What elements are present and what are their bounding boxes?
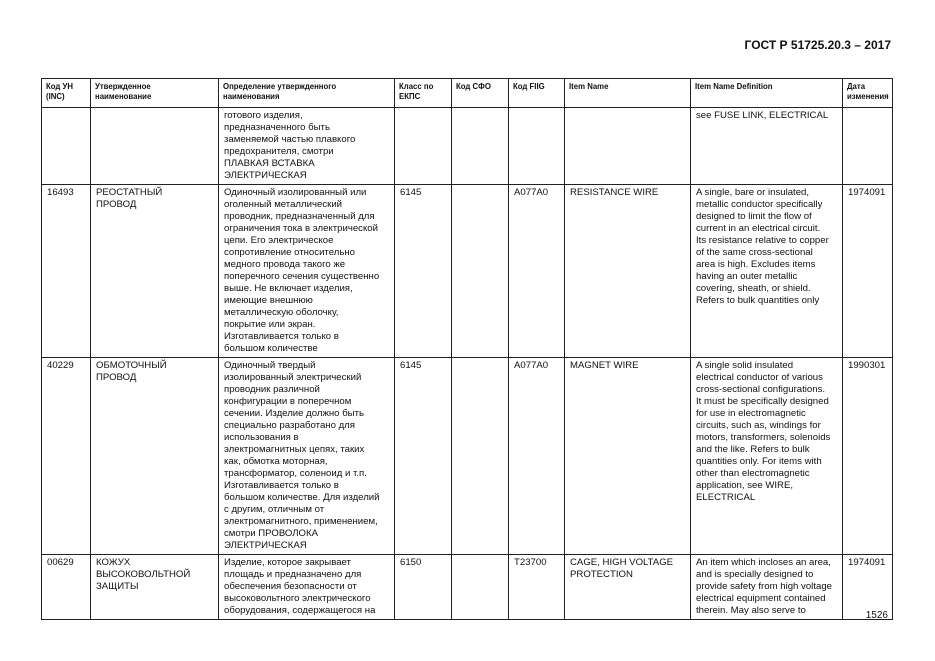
sfo-code-cell — [452, 108, 509, 185]
table-row — [42, 555, 893, 620]
change-date-cell: 1990301 — [843, 358, 893, 555]
name-definition-cell: готового изделия, предназначенного быть заменяемой частью плавкого предохранителя, смотри ПЛАВКАЯ ВСТАВКА ЭЛЕКТРИЧЕСКАЯ — [219, 108, 395, 185]
inc-code-cell — [42, 108, 91, 185]
header-approved-name: Утвержденное наименование — [91, 79, 219, 108]
change-date-cell: 1974091 — [843, 185, 893, 358]
ekps-class-cell: 6145 — [395, 185, 452, 358]
ekps-class-cell: 6150 — [395, 555, 452, 620]
header-change-date: Дата изменения — [843, 79, 893, 108]
name-definition-cell: Одиночный твердый изолированный электрический проводник различной конфигурации в поперечном сечении. Изделие должно быть специально разработано для использования в электромагнитных цепях, таких как, обмотка моторная, трансформатор, соленоид и т.п. Изготавливается только в большом количестве. Для изделий с другим, отличным от электромагнитного, применением, смотри ПРОВОЛОКА ЭЛЕКТРИЧЕСКАЯ — [219, 358, 395, 555]
table-row — [42, 358, 893, 555]
inc-code-cell: 16493 — [42, 185, 91, 358]
header-item-name: Item Name — [565, 79, 691, 108]
item-name-cell: RESISTANCE WIRE — [565, 185, 691, 358]
sfo-code-cell — [452, 555, 509, 620]
approved-name-cell — [91, 108, 219, 185]
table-row — [42, 108, 893, 185]
header-name-definition: Определение утвержденного наименования — [219, 79, 395, 108]
approved-name-cell: РЕОСТАТНЫЙ ПРОВОД — [91, 185, 219, 358]
item-name-definition-cell: An item which incloses an area, and is specially designed to provide safety from high voltage electrical equipment contained therein. May also serve to — [691, 555, 843, 620]
item-name-definition-cell: A single solid insulated electrical conductor of various cross-sectional configurations. It must be specifically designed for use in electromagnetic circuits, such as, windings for motors, transformers, solenoids and the like. Refers to bulk quantities only. For items with other than electromagnetic application, see WIRE, ELECTRICAL — [691, 358, 843, 555]
header-fiig-code: Код FIIG — [509, 79, 565, 108]
classification-table — [41, 78, 893, 620]
standard-designation: ГОСТ Р 51725.20.3 – 2017 — [744, 38, 891, 52]
item-name-cell: MAGNET WIRE — [565, 358, 691, 555]
item-name-definition-cell: see FUSE LINK, ELECTRICAL — [691, 108, 843, 185]
header-inc-code: Код УН (INC) — [42, 79, 91, 108]
fiig-code-cell: A077A0 — [509, 185, 565, 358]
approved-name-cell: ОБМОТОЧНЫЙ ПРОВОД — [91, 358, 219, 555]
header-sfo-code: Код СФО — [452, 79, 509, 108]
page-number: 1526 — [865, 610, 888, 621]
item-name-definition-cell: A single, bare or insulated, metallic conductor specifically designed to limit the flow of current in an electrical circuit. Its resistance relative to copper of the same cross-sectional area is high. Excludes items having an outer metallic covering, sheath, or shield. Refers to bulk quantities only — [691, 185, 843, 358]
ekps-class-cell — [395, 108, 452, 185]
ekps-class-cell: 6145 — [395, 358, 452, 555]
change-date-cell: 1974091 — [843, 555, 893, 620]
table-row — [42, 185, 893, 358]
fiig-code-cell: T23700 — [509, 555, 565, 620]
name-definition-cell: Одиночный изолированный или оголенный металлический проводник, предназначенный для ограничения тока в электрической цепи. Его электрическое сопротивление относительно медного провода такого же поперечного сечения существенно выше. Не включает изделия, имеющие внешнюю металлическую оболочку, покрытие или экран. Изготавливается только в большом количестве — [219, 185, 395, 358]
fiig-code-cell: A077A0 — [509, 358, 565, 555]
item-name-cell: CAGE, HIGH VOLTAGE PROTECTION — [565, 555, 691, 620]
inc-code-cell: 00629 — [42, 555, 91, 620]
sfo-code-cell — [452, 185, 509, 358]
item-name-cell — [565, 108, 691, 185]
approved-name-cell: КОЖУХ ВЫСОКОВОЛЬТНОЙ ЗАЩИТЫ — [91, 555, 219, 620]
change-date-cell — [843, 108, 893, 185]
name-definition-cell: Изделие, которое закрывает площадь и предназначено для обеспечения безопасности от высоковольтного электрического оборудования, содержащегося на — [219, 555, 395, 620]
fiig-code-cell — [509, 108, 565, 185]
inc-code-cell: 40229 — [42, 358, 91, 555]
header-ekps-class: Класс по ЕКПС — [395, 79, 452, 108]
header-item-name-definition: Item Name Definition — [691, 79, 843, 108]
sfo-code-cell — [452, 358, 509, 555]
table-header-row — [42, 79, 893, 108]
